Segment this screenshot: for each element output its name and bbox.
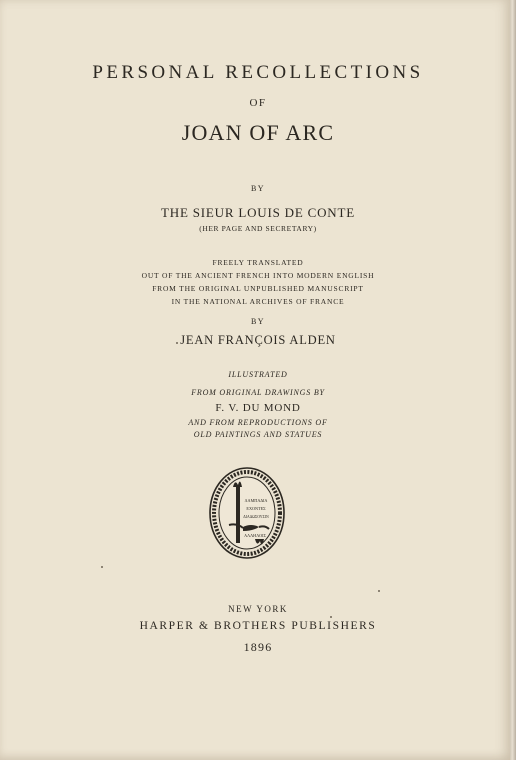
publisher-mark-text-3: ΔΙΑΔΩΣΟΥΣΙΝ (243, 515, 269, 519)
translation-line-4: IN THE NATIONAL ARCHIVES OF FRANCE (171, 297, 345, 306)
translation-line-2: OUT OF THE ANCIENT FRENCH INTO MODERN ENGLISH (141, 271, 375, 280)
illustrator-name: F. V. DU MOND (215, 402, 301, 414)
byline-by: BY (250, 184, 266, 193)
publisher-device-torch-emblem-icon (207, 465, 287, 561)
book-title-line-3: JOAN OF ARC (181, 120, 335, 145)
book-title-line-2: OF (249, 97, 267, 109)
paper-speck (330, 616, 332, 618)
author-note: (HER PAGE AND SECRETARY) (199, 224, 317, 233)
publisher-mark-text-4: ΑΛΛΗΛΟΙΣ (244, 533, 266, 538)
illustrated-label: ILLUSTRATED (228, 370, 288, 379)
book-title-line-1: PERSONAL RECOLLECTIONS (92, 62, 424, 83)
imprint-year: 1896 (243, 640, 273, 654)
illustrations-reproductions-line-1: AND FROM REPRODUCTIONS OF (188, 418, 328, 427)
illustrations-drawings-by: FROM ORIGINAL DRAWINGS BY (191, 388, 325, 397)
illustrations-reproductions-line-2: OLD PAINTINGS AND STATUES (193, 430, 323, 439)
translator-name: JEAN FRANÇOIS ALDEN (180, 333, 336, 347)
translation-line-1: FREELY TRANSLATED (212, 258, 304, 267)
publisher-mark-text-1: ΛΑΜΠΑΔΙΑ (244, 498, 268, 503)
translation-line-3: FROM THE ORIGINAL UNPUBLISHED MANUSCRIPT (152, 284, 364, 293)
paper-speck (378, 590, 380, 592)
imprint-city: NEW YORK (228, 604, 288, 614)
publisher-mark-text-2: ΕΧΟΝΤΕΣ (246, 506, 266, 511)
paper-speck (176, 342, 178, 344)
paper-speck (101, 566, 103, 568)
imprint-publisher: HARPER & BROTHERS PUBLISHERS (139, 620, 377, 632)
translator-by: BY (250, 317, 266, 326)
page-edge (510, 0, 516, 760)
author-name: THE SIEUR LOUIS DE CONTE (161, 205, 355, 220)
